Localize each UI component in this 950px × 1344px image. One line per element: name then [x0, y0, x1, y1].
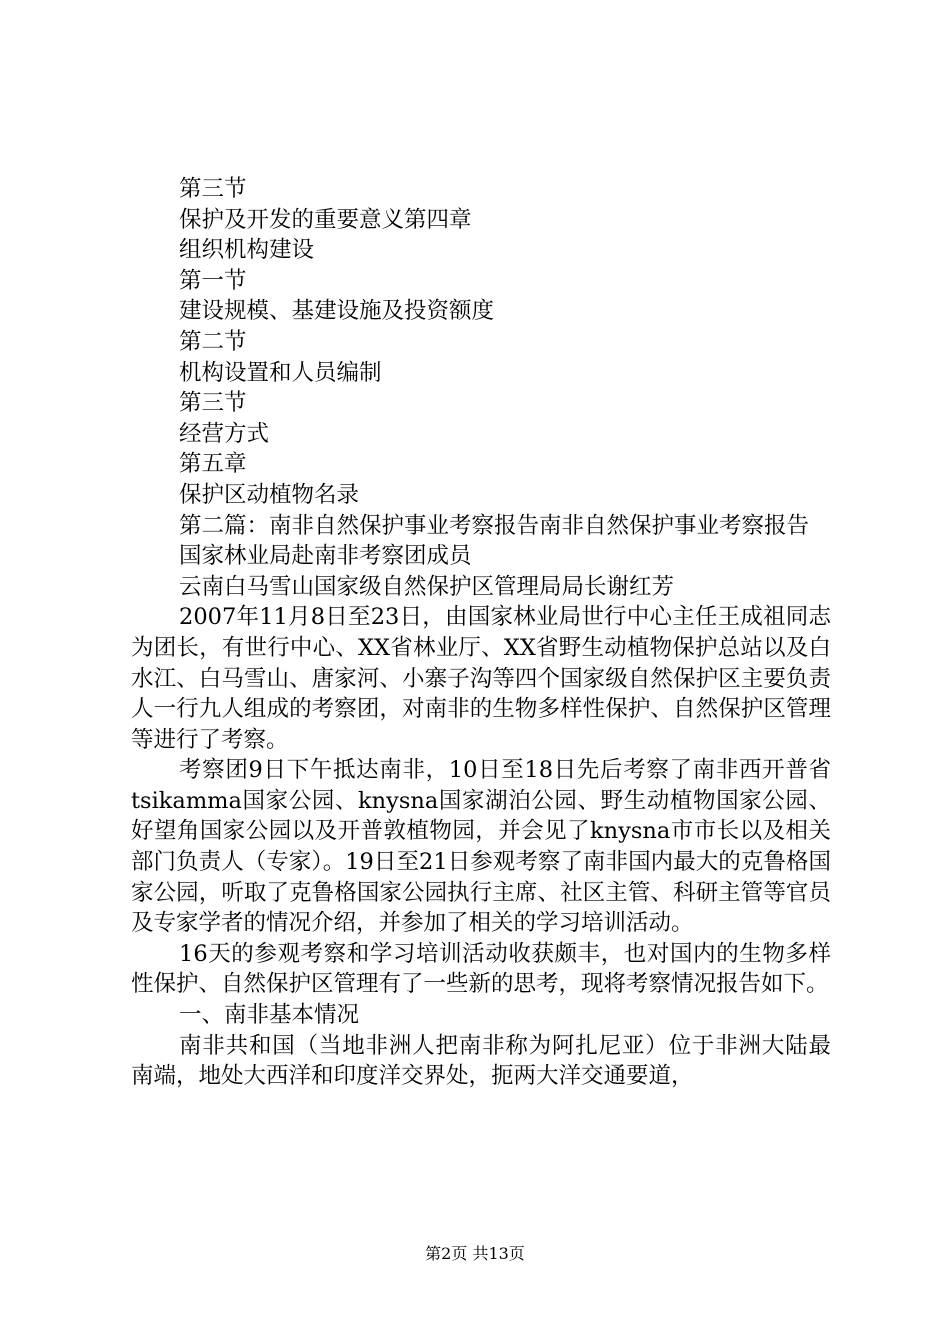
- body-paragraph: 南非共和国（当地非洲人把南非称为阿扎尼亚）位于非洲大陆最南端，地处大西洋和印度洋交界处，扼两大洋交通要道，: [131, 1032, 831, 1090]
- author-line: 国家林业局赴南非考察团成员: [179, 543, 472, 570]
- document-body: [131, 174, 831, 1092]
- toc-line: 第三节: [179, 390, 247, 417]
- toc-line: 机构设置和人员编制: [179, 359, 382, 386]
- body-paragraph: 16天的参观考察和学习培训活动收获颇丰，也对国内的生物多样性保护、自然保护区管理有了一些新的思考，现将考察情况报告如下。: [131, 940, 831, 998]
- toc-line: 第三节: [179, 176, 247, 202]
- toc-line: 第一节: [179, 267, 247, 294]
- subheading: 一、南非基本情况: [179, 1002, 360, 1029]
- toc-line: 经营方式: [179, 420, 270, 447]
- author-line: 云南白马雪山国家级自然保护区管理局局长谢红芳: [179, 573, 675, 600]
- section-heading: 第二篇：南非自然保护事业考察报告南非自然保护事业考察报告: [179, 512, 810, 539]
- page-footer: 第2页 共13页: [425, 1244, 525, 1263]
- toc-line: 组织机构建设: [179, 237, 315, 264]
- toc-line: 保护及开发的重要意义第四章: [179, 206, 472, 233]
- body-paragraph: 考察团9日下午抵达南非，10日至18日先后考察了南非西开普省tsikamma国家公园、knysna国家湖泊公园、野生动植物国家公园、好望角国家公园以及开普敦植物园，并会见了knysna市市长以及相关部门负责人（专家）。19日至21日参观考察了南非国内最大的克鲁格国家公园，听取了克鲁格国家公园执行主席、社区主管、科研主管等官员及专家学者的情况介绍，并参加了相关的学习培训活动。: [131, 757, 831, 937]
- toc-line: 保护区动植物名录: [179, 481, 360, 508]
- toc-line: 建设规模、基建设施及投资额度: [179, 298, 495, 325]
- body-paragraph: 2007年11月8日至23日，由国家林业局世行中心主任王成祖同志为团长，有世行中心、XX省林业厅、XX省野生动植物保护总站以及白水江、白马雪山、唐家河、小寨子沟等四个国家级自然保护区主要负责人一行九人组成的考察团，对南非的生物多样性保护、自然保护区管理等进行了考察。: [131, 604, 831, 753]
- toc-line: 第二节: [179, 328, 247, 355]
- toc-line: 第五章: [179, 451, 247, 478]
